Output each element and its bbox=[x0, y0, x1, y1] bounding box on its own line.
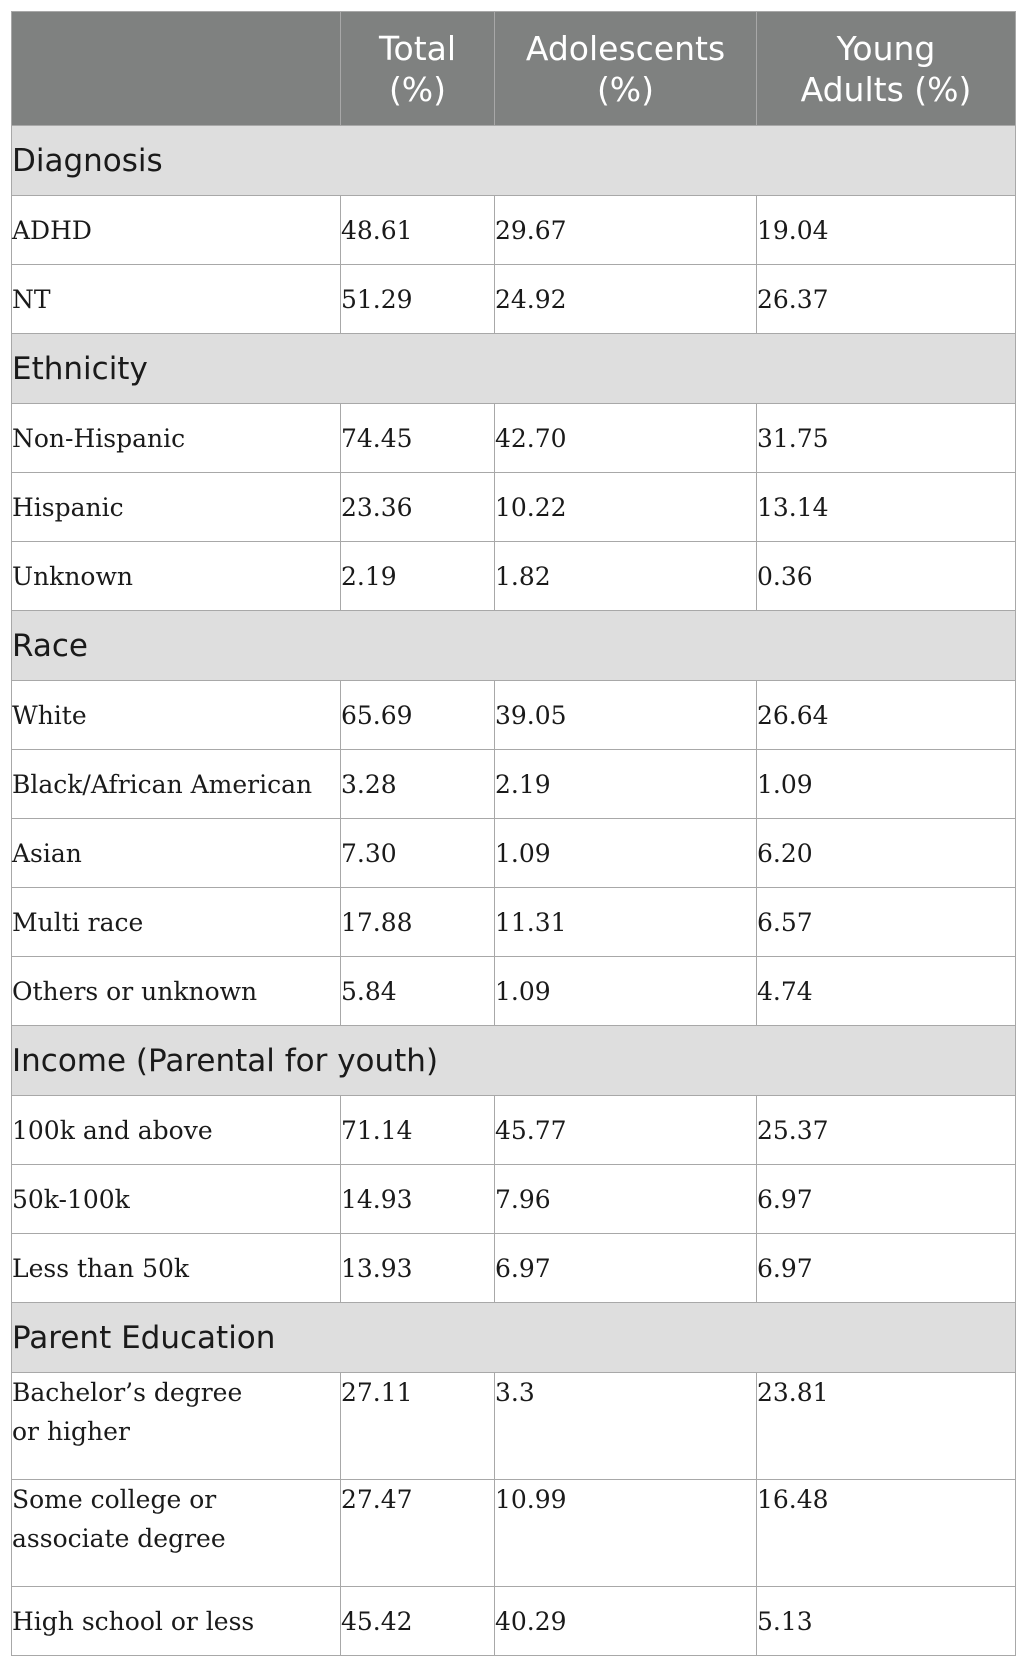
row-label-line: 100k and above bbox=[12, 1115, 213, 1145]
young-adults-value: 26.37 bbox=[757, 265, 1016, 334]
row-label-line: Less than 50k bbox=[12, 1253, 190, 1283]
row-label-line: Some college or bbox=[12, 1485, 217, 1514]
row-label-line: Multi race bbox=[12, 907, 144, 937]
row-label-line: High school or less bbox=[12, 1606, 255, 1636]
total-value: 17.88 bbox=[341, 888, 495, 957]
adolescents-value: 1.09 bbox=[495, 819, 757, 888]
table-row bbox=[12, 1587, 1016, 1656]
total-value: 45.42 bbox=[341, 1587, 495, 1656]
row-label bbox=[12, 957, 341, 1026]
row-label bbox=[12, 1096, 341, 1165]
table-row bbox=[12, 1480, 1016, 1587]
section-title: Race bbox=[12, 611, 1016, 681]
table-row bbox=[12, 1234, 1016, 1303]
young-adults-value: 0.36 bbox=[757, 542, 1016, 611]
total-value: 14.93 bbox=[341, 1165, 495, 1234]
adolescents-value: 10.99 bbox=[495, 1480, 757, 1587]
row-label-line: Black/African American bbox=[12, 769, 313, 799]
row-label-line: Unknown bbox=[12, 561, 133, 591]
row-label bbox=[12, 1587, 341, 1656]
adolescents-value: 45.77 bbox=[495, 1096, 757, 1165]
adolescents-value: 24.92 bbox=[495, 265, 757, 334]
header-young-adults-line1: Young bbox=[836, 28, 936, 68]
table-row bbox=[12, 196, 1016, 265]
row-label bbox=[12, 750, 341, 819]
young-adults-value: 6.20 bbox=[757, 819, 1016, 888]
total-value: 2.19 bbox=[341, 542, 495, 611]
young-adults-value: 31.75 bbox=[757, 404, 1016, 473]
section-row bbox=[12, 334, 1016, 404]
row-label-line: 50k-100k bbox=[12, 1184, 130, 1214]
row-label-line: ADHD bbox=[12, 215, 92, 245]
young-adults-value: 26.64 bbox=[757, 681, 1016, 750]
young-adults-value: 4.74 bbox=[757, 957, 1016, 1026]
section-row bbox=[12, 1026, 1016, 1096]
adolescents-value: 39.05 bbox=[495, 681, 757, 750]
total-value: 13.93 bbox=[341, 1234, 495, 1303]
total-value: 71.14 bbox=[341, 1096, 495, 1165]
header-row bbox=[12, 12, 1016, 126]
row-label-line: or higher bbox=[12, 1417, 130, 1446]
young-adults-value: 1.09 bbox=[757, 750, 1016, 819]
table-row bbox=[12, 542, 1016, 611]
young-adults-value: 19.04 bbox=[757, 196, 1016, 265]
header-empty-cell bbox=[12, 12, 341, 126]
header-total-line1: Total bbox=[378, 28, 457, 68]
row-label-line: Bachelor’s degree bbox=[12, 1378, 243, 1407]
section-title: Diagnosis bbox=[12, 126, 1016, 196]
adolescents-value: 11.31 bbox=[495, 888, 757, 957]
total-value: 5.84 bbox=[341, 957, 495, 1026]
row-label-line: Others or unknown bbox=[12, 976, 258, 1006]
total-value: 7.30 bbox=[341, 819, 495, 888]
header-adolescents bbox=[495, 12, 757, 126]
section-row bbox=[12, 1303, 1016, 1373]
adolescents-value: 10.22 bbox=[495, 473, 757, 542]
young-adults-value: 6.97 bbox=[757, 1165, 1016, 1234]
section-title: Parent Education bbox=[12, 1303, 1016, 1373]
demographics-table bbox=[11, 11, 1016, 1656]
table-row bbox=[12, 681, 1016, 750]
row-label-line: NT bbox=[12, 284, 51, 314]
section-title: Ethnicity bbox=[12, 334, 1016, 404]
total-value: 23.36 bbox=[341, 473, 495, 542]
total-value: 51.29 bbox=[341, 265, 495, 334]
total-value: 3.28 bbox=[341, 750, 495, 819]
header-total bbox=[341, 12, 495, 126]
young-adults-value: 5.13 bbox=[757, 1587, 1016, 1656]
total-value: 74.45 bbox=[341, 404, 495, 473]
adolescents-value: 42.70 bbox=[495, 404, 757, 473]
adolescents-value: 6.97 bbox=[495, 1234, 757, 1303]
row-label bbox=[12, 1165, 341, 1234]
row-label bbox=[12, 888, 341, 957]
total-value: 27.11 bbox=[341, 1373, 495, 1480]
young-adults-value: 23.81 bbox=[757, 1373, 1016, 1480]
header-adolescents-line2: (%) bbox=[596, 69, 655, 109]
table-body bbox=[12, 126, 1016, 1656]
adolescents-value: 1.09 bbox=[495, 957, 757, 1026]
row-label bbox=[12, 1373, 341, 1480]
row-label bbox=[12, 681, 341, 750]
row-label bbox=[12, 265, 341, 334]
section-row bbox=[12, 611, 1016, 681]
young-adults-value: 25.37 bbox=[757, 1096, 1016, 1165]
young-adults-value: 6.57 bbox=[757, 888, 1016, 957]
row-label-line: associate degree bbox=[12, 1524, 226, 1553]
header-young-adults bbox=[757, 12, 1016, 126]
table-row bbox=[12, 265, 1016, 334]
total-value: 65.69 bbox=[341, 681, 495, 750]
adolescents-value: 3.3 bbox=[495, 1373, 757, 1480]
row-label bbox=[12, 404, 341, 473]
adolescents-value: 1.82 bbox=[495, 542, 757, 611]
young-adults-value: 16.48 bbox=[757, 1480, 1016, 1587]
table-row bbox=[12, 888, 1016, 957]
table-row bbox=[12, 750, 1016, 819]
row-label-line: Hispanic bbox=[12, 492, 124, 522]
table-row bbox=[12, 1165, 1016, 1234]
section-row bbox=[12, 126, 1016, 196]
table-row bbox=[12, 957, 1016, 1026]
young-adults-value: 13.14 bbox=[757, 473, 1016, 542]
row-label-line: White bbox=[12, 700, 87, 730]
adolescents-value: 29.67 bbox=[495, 196, 757, 265]
row-label-line: Non-Hispanic bbox=[12, 423, 186, 453]
adolescents-value: 7.96 bbox=[495, 1165, 757, 1234]
row-label bbox=[12, 819, 341, 888]
row-label bbox=[12, 473, 341, 542]
total-value: 27.47 bbox=[341, 1480, 495, 1587]
table-row bbox=[12, 1373, 1016, 1480]
header-adolescents-line1: Adolescents bbox=[525, 28, 726, 68]
row-label bbox=[12, 542, 341, 611]
row-label bbox=[12, 196, 341, 265]
table-row bbox=[12, 819, 1016, 888]
table-row bbox=[12, 1096, 1016, 1165]
row-label bbox=[12, 1480, 341, 1587]
table-row bbox=[12, 404, 1016, 473]
header-young-adults-line2: Adults (%) bbox=[800, 69, 972, 109]
young-adults-value: 6.97 bbox=[757, 1234, 1016, 1303]
table-row bbox=[12, 473, 1016, 542]
header-total-line2: (%) bbox=[388, 69, 447, 109]
section-title: Income (Parental for youth) bbox=[12, 1026, 1016, 1096]
adolescents-value: 2.19 bbox=[495, 750, 757, 819]
total-value: 48.61 bbox=[341, 196, 495, 265]
row-label bbox=[12, 1234, 341, 1303]
row-label-line: Asian bbox=[12, 838, 82, 868]
adolescents-value: 40.29 bbox=[495, 1587, 757, 1656]
